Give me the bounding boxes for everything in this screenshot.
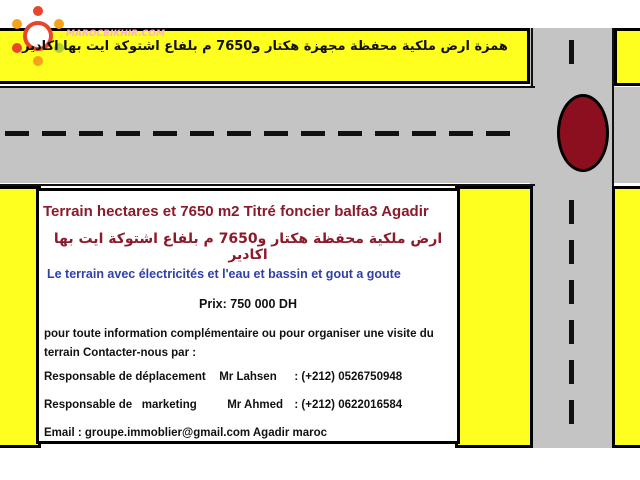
- listing-arabic-title: ارض ملكية محفظة هكتار و7650 م بلفاع اشتوكة ايت بها اكادير: [53, 231, 443, 263]
- contact-phone: : (+212) 0526750948: [294, 371, 403, 383]
- contact-phone: : (+212) 0622016584: [294, 399, 403, 411]
- banner-arabic: همزة ارض ملكية محفظة مجهزة هكتار و7650 م بلفاع اشتوكة ايت بها اكادير: [22, 39, 508, 54]
- lane-dash: [227, 131, 251, 136]
- right-top-yellow-block: [614, 28, 640, 86]
- road-edge-top: [0, 86, 535, 88]
- listing-info: pour toute information complémentaire ou pour organiser une visite du terrain Contacter-nous par :: [44, 328, 434, 359]
- lane-dash: [153, 131, 177, 136]
- contact-role: Responsable de marketing: [44, 399, 197, 411]
- lane-dash: [79, 131, 103, 136]
- lane-dash: [5, 131, 29, 136]
- site-name: MAROCBIKHIR.COM: [66, 29, 165, 39]
- listing-price: Prix: 750 000 DH: [199, 297, 297, 311]
- vertical-lane-dash: [569, 360, 574, 384]
- vertical-lane-dash: [569, 40, 574, 64]
- contact-name: Mr Lahsen: [219, 371, 277, 383]
- contact-row: [44, 399, 402, 411]
- vertical-road: [530, 28, 612, 448]
- vertical-lane-dash: [569, 200, 574, 224]
- lane-dash: [42, 131, 66, 136]
- listing-title: Terrain hectares et 7650 m2 Titré foncier balfa3 Agadir: [43, 203, 429, 220]
- center-bottom-yellow-block: [455, 186, 533, 448]
- lane-dash: [301, 131, 325, 136]
- listing-features: Le terrain avec électricités et l'eau et bassin et gout a goute: [47, 267, 401, 281]
- lane-dash: [190, 131, 214, 136]
- lane-dash: [116, 131, 140, 136]
- lane-dash: [449, 131, 473, 136]
- traffic-light-icon: [557, 94, 609, 172]
- contact-role: Responsable de déplacement: [44, 371, 206, 383]
- vertical-lane-dash: [569, 240, 574, 264]
- vertical-lane-dash: [569, 280, 574, 304]
- lane-dash: [375, 131, 399, 136]
- contact-row: [44, 371, 402, 383]
- listing-panel: [36, 188, 460, 444]
- right-bottom-yellow-block: [612, 186, 640, 448]
- left-bottom-yellow-block: [0, 186, 41, 448]
- vertical-lane-dash: [569, 320, 574, 344]
- vertical-lane-dash: [569, 400, 574, 424]
- contact-email: Email : groupe.immoblier@gmail.com Agadir maroc: [44, 427, 328, 439]
- lane-dash: [338, 131, 362, 136]
- road-edge-left-top: [531, 28, 533, 88]
- lane-dash: [412, 131, 436, 136]
- contact-name: Mr Ahmed: [227, 399, 284, 411]
- lane-dash: [486, 131, 510, 136]
- lane-dash: [264, 131, 288, 136]
